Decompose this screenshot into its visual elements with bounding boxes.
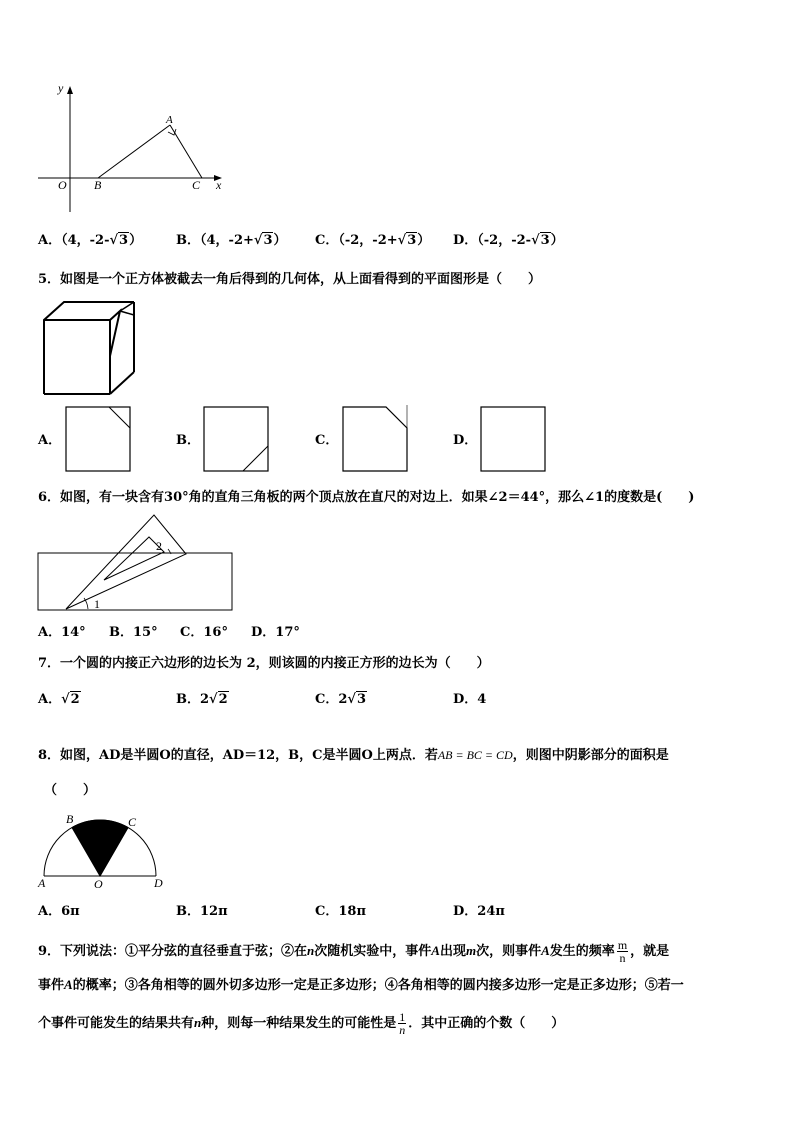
label-o: O bbox=[58, 178, 67, 192]
q5-label-a[interactable]: A． bbox=[38, 433, 62, 448]
cut-edge-3 bbox=[120, 311, 134, 315]
q9-line-2: 事件A的概率；③各角相等的圆外切多边形一定是正多边形；④各角相等的圆内接多边形一定是正多边形；⑤若一 bbox=[38, 977, 684, 993]
q4-option-b[interactable]: B．（4，-2+√3） bbox=[176, 233, 287, 248]
q9-line-3: 个事件可能发生的结果共有n种，则每一种结果发生的可能性是 $\frac{1}{n}$ ．其中正确的个数（ ） bbox=[38, 1010, 565, 1037]
q5-label-d[interactable]: D． bbox=[453, 433, 478, 448]
angle-label-2: 2 bbox=[156, 539, 162, 553]
label-c: C bbox=[192, 178, 201, 192]
q7-option-d[interactable]: D．4 bbox=[453, 692, 487, 707]
label-x: x bbox=[216, 178, 222, 192]
q5-option-a-figure[interactable] bbox=[65, 406, 131, 472]
q5-label-b[interactable]: B． bbox=[176, 433, 200, 448]
cut-edge-1 bbox=[120, 302, 134, 311]
q6-option-b[interactable]: B．15° bbox=[109, 625, 158, 640]
segment-ba bbox=[98, 125, 170, 178]
q6-option-a[interactable]: A．14° bbox=[38, 625, 86, 640]
label-b: B bbox=[94, 178, 102, 192]
cut-edge-2 bbox=[110, 356, 134, 372]
label-a: A bbox=[166, 114, 173, 126]
q5-option-c-figure[interactable] bbox=[342, 404, 410, 472]
q5-cube-figure bbox=[40, 298, 140, 398]
q5-label-c[interactable]: C． bbox=[315, 433, 339, 448]
q5-option-b-figure[interactable] bbox=[203, 406, 269, 472]
label-y: y bbox=[58, 81, 64, 95]
shaded-sector bbox=[72, 820, 128, 876]
q6-option-c[interactable]: C．16° bbox=[180, 625, 228, 640]
q8-figure bbox=[36, 810, 176, 892]
q8-paren: （ ） bbox=[44, 783, 97, 798]
q8-option-a[interactable]: A．6π bbox=[38, 904, 80, 919]
triangle-outer bbox=[66, 515, 186, 609]
angle-label-1: 1 bbox=[94, 597, 100, 611]
q4-figure bbox=[30, 80, 230, 220]
q5-stem: 5．如图是一个正方体被截去一角后得到的几何体，从上面看得到的平面图形是（ ） bbox=[38, 272, 542, 287]
y-axis-arrow bbox=[67, 86, 73, 94]
label-d: D bbox=[154, 876, 163, 890]
q4-option-c[interactable]: C．（-2，-2+√3） bbox=[315, 233, 431, 248]
q8-option-c[interactable]: C．18π bbox=[315, 904, 366, 919]
label-a: A bbox=[38, 876, 46, 890]
q6-stem: 6．如图，有一块含有30°角的直角三角板的两个顶点放在直尺的对边上．如果∠2＝44°，那么∠1的度数是( ) bbox=[38, 490, 695, 505]
q6-figure bbox=[36, 512, 236, 612]
q8-stem: 8．如图，AD是半圆O的直径，AD＝12，B，C是半圆O上两点．若AB = BC = CD，则图中阴影部分的面积是 bbox=[38, 748, 669, 763]
q5-option-d-figure[interactable] bbox=[480, 406, 546, 472]
right-angle-mark bbox=[168, 129, 176, 135]
q6-figure-svg bbox=[36, 512, 236, 612]
cube-outline-left bbox=[44, 302, 134, 394]
q7-stem: 7．一个圆的内接正六边形的边长为 2，则该圆的内接正方形的边长为（ ） bbox=[38, 656, 490, 671]
q4-option-d[interactable]: D．（-2，-2-√3） bbox=[453, 233, 564, 248]
label-b: B bbox=[66, 812, 74, 826]
q4-option-a[interactable]: A．（4，-2-√3） bbox=[38, 233, 143, 248]
cut-face bbox=[110, 311, 120, 356]
q7-option-a[interactable]: A．√2 bbox=[38, 692, 80, 707]
label-c: C bbox=[128, 815, 137, 829]
ruler bbox=[38, 553, 232, 610]
q8-option-d[interactable]: D．24π bbox=[453, 904, 505, 919]
q8-option-b[interactable]: B．12π bbox=[176, 904, 228, 919]
label-o: O bbox=[94, 877, 103, 891]
q4-figure-svg bbox=[30, 80, 230, 220]
q9-line-1: 9．下列说法：①平分弦的直径垂直于弦；②在n次随机实验中，事件A出现m次，则事件A发生的频率 $\frac{m}{n}$ ，就是 bbox=[38, 938, 670, 965]
q6-option-d[interactable]: D．17° bbox=[251, 625, 300, 640]
arc-equation: AB = BC = CD bbox=[437, 748, 513, 762]
cube-base-edge bbox=[110, 372, 134, 394]
q7-option-c[interactable]: C．2√3 bbox=[315, 692, 366, 707]
fraction-1-over-n: $\frac{1}{n}$ bbox=[399, 1010, 406, 1037]
fraction-m-over-n: $\frac{m}{n}$ bbox=[617, 938, 628, 965]
q7-option-b[interactable]: B．2√2 bbox=[176, 692, 228, 707]
